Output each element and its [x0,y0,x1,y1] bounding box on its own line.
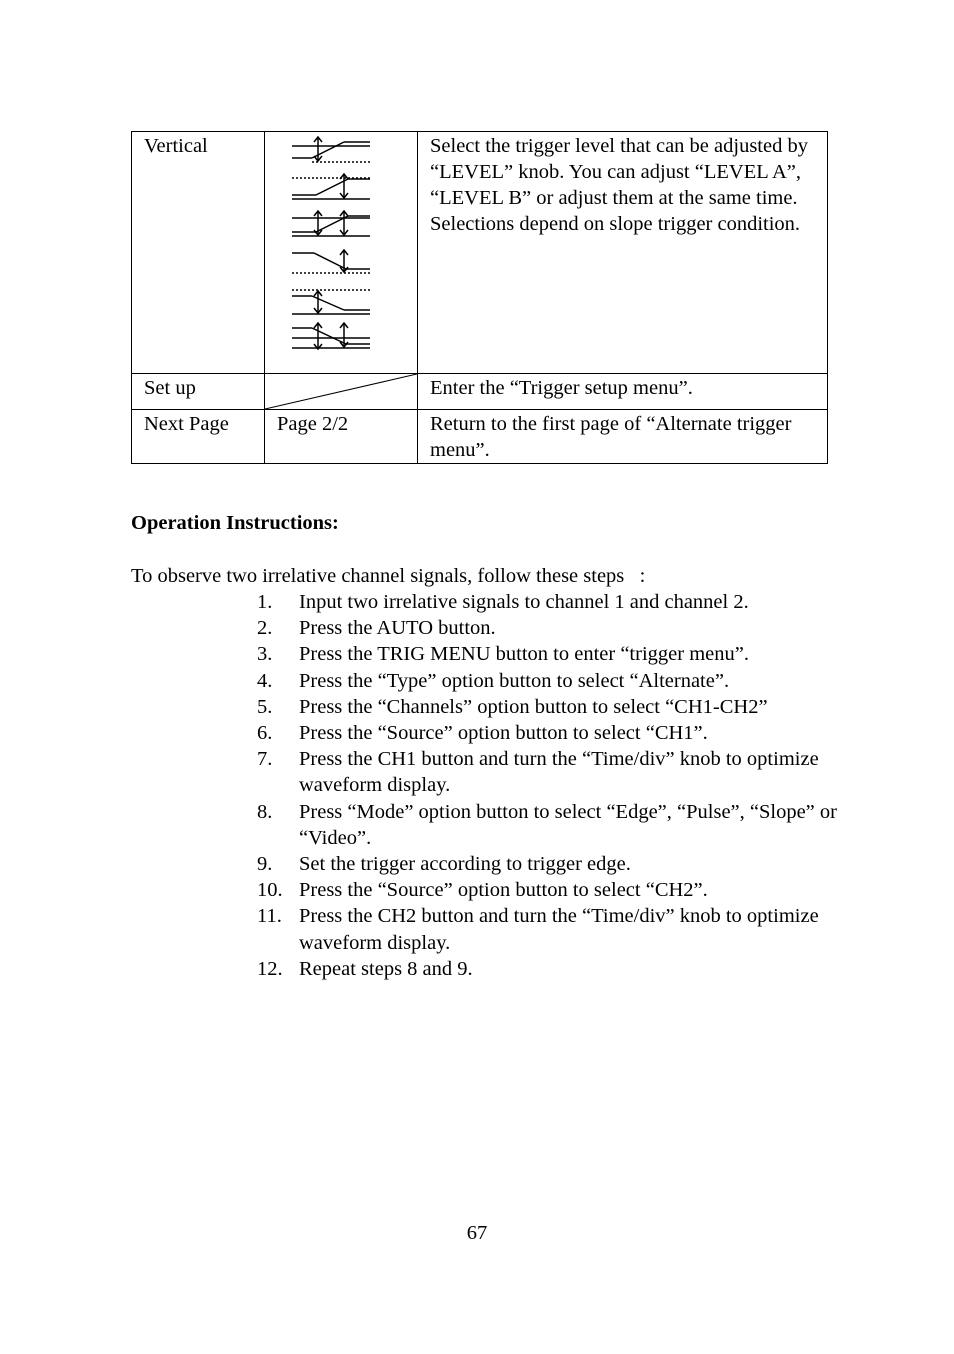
list-item [257,589,837,615]
rising-level-a-icon [292,137,370,162]
step-text: Press the “Channels” option button to select “CH1-CH2” [299,695,768,718]
step-text: Press the CH1 button and turn the “Time/div” knob to optimize waveform display. [299,748,819,797]
list-item [257,851,837,877]
step-number: 2. [257,617,273,640]
falling-level-b-icon [292,290,370,314]
falling-level-a-icon [292,250,370,273]
empty-setting-cell [265,374,418,410]
step-text: Repeat steps 8 and 9. [299,957,473,980]
section-heading: Operation Instructions: [131,512,339,534]
list-item [257,746,837,798]
step-number: 12. [257,957,283,980]
rising-level-ab-icon [292,211,370,236]
trigger-menu-table [131,131,828,464]
step-number: 4. [257,669,273,692]
option-name: Set up [132,374,265,410]
option-description: Return to the first page of “Alternate trigger menu”. [418,410,828,464]
step-text: Set the trigger according to trigger edge. [299,853,631,876]
table-row [132,410,828,464]
steps-list [257,589,837,982]
step-number: 6. [257,722,273,745]
step-text: Press the CH2 button and turn the “Time/div” knob to optimize waveform display. [299,905,819,954]
option-description: Enter the “Trigger setup menu”. [418,374,828,410]
step-text: Press the AUTO button. [299,617,496,640]
list-item [257,799,837,851]
step-number: 8. [257,800,273,823]
list-item [257,668,837,694]
step-text: Press the “Type” option button to select “Alternate”. [299,669,730,692]
step-number: 5. [257,695,273,718]
option-name: Vertical [132,132,265,374]
step-text: Press the “Source” option button to select “CH2”. [299,879,708,902]
step-text: Press the “Source” option button to select “CH1”. [299,722,708,745]
page-number: 67 [466,1222,488,1244]
slope-level-icons [265,132,418,374]
step-number: 11. [257,905,282,928]
step-number: 9. [257,853,273,876]
list-item [257,615,837,641]
step-text: Press the TRIG MENU button to enter “trigger menu”. [299,643,749,666]
table-row [132,132,828,374]
list-item [257,956,837,982]
step-text: Press “Mode” option button to select “Edge”, “Pulse”, “Slope” or “Video”. [299,800,837,849]
table-row [132,374,828,410]
slope-level-icon-stack [292,136,374,356]
intro-text: To observe two irrelative channel signals, follow these steps : [131,565,646,587]
list-item [257,903,837,955]
step-text: Input two irrelative signals to channel 1 and channel 2. [299,591,749,613]
option-description: Select the trigger level that can be adjusted by “LEVEL” knob. You can adjust “LEVEL A”, “LEVEL B” or adjust them at the same time. Selections depend on slope trigger condition. [418,132,828,374]
option-name: Next Page [132,410,265,464]
falling-level-ab-icon [292,323,370,349]
diagonal-line-icon [265,374,417,409]
step-number: 10. [257,879,283,902]
list-item [257,877,837,903]
step-number: 1. [257,591,273,613]
step-number: 3. [257,643,273,666]
list-item [257,694,837,720]
option-setting: Page 2/2 [265,410,418,464]
rising-level-b-icon [292,174,370,199]
step-number: 7. [257,748,273,771]
list-item [257,720,837,746]
list-item [257,641,837,667]
